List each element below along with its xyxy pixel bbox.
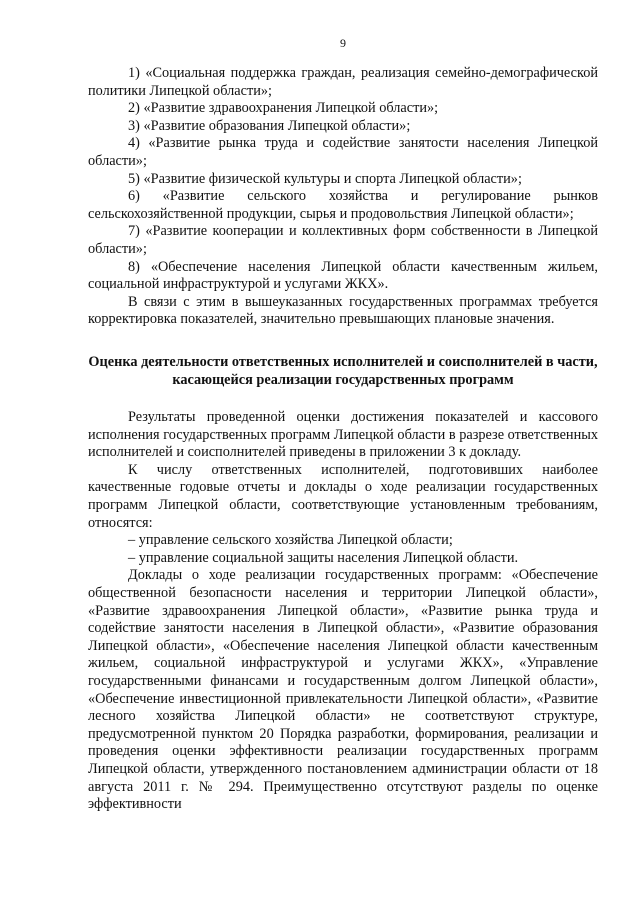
paragraph-best-executors: К числу ответственных исполнителей, подготовивших наиболее качественные годовые отчеты и доклады о ходе реализации государственных программ Липецкой области, соответствующие установленным требованиям, относятся:: [88, 461, 598, 531]
section-title: Оценка деятельности ответственных исполнителей и соисполнителей в части, касающейся реализации государственных программ: [88, 353, 598, 388]
program-list-item-4: 4) «Развитие рынка труда и содействие занятости населения Липецкой области»;: [88, 135, 598, 169]
program-list-item-5: 5) «Развитие физической культуры и спорта Липецкой области»;: [128, 170, 522, 187]
paragraph-results: Результаты проведенной оценки достижения показателей и кассового исполнения государственных программ Липецкой области в разрезе ответственных исполнителей и соисполнителей приведены в приложении 3 к докладу.: [88, 409, 598, 461]
dash-item-agriculture: – управление сельского хозяйства Липецкой области;: [128, 532, 453, 549]
program-list-item-1: 1) «Социальная поддержка граждан, реализация семейно-демографической политики Липецкой области»;: [88, 65, 598, 99]
program-list-item-6: 6) «Развитие сельского хозяйства и регулирование рынков сельскохозяйственной продукции, сырья и продовольствия Липецкой области»;: [88, 188, 598, 222]
dash-item-social-protection: – управление социальной защиты населения Липецкой области.: [128, 549, 519, 566]
program-list-item-8: 8) «Обеспечение населения Липецкой области качественным жильем, социальной инфраструктурой и услугами ЖКХ».: [88, 258, 598, 293]
program-list-item-7: 7) «Развитие кооперации и коллективных форм собственности в Липецкой области»;: [88, 223, 598, 257]
paragraph-correction: В связи с этим в вышеуказанных государственных программах требуется корректировка показателей, значительно превышающих плановые значения.: [88, 293, 598, 328]
program-list-item-3: 3) «Развитие образования Липецкой области»;: [128, 117, 411, 134]
page-number: 9: [340, 36, 346, 50]
program-list-item-2: 2) «Развитие здравоохранения Липецкой области»;: [128, 100, 439, 117]
paragraph-reports: Доклады о ходе реализации государственных программ: «Обеспечение общественной безопасности населения и территории Липецкой области», «Развитие здравоохранения Липецкой области», «Развитие рынка труда и содействие занятости населения в Липецкой области», «Развитие образования Липецкой области», «Обеспечение населения Липецкой области качественным жильем, социальной инфраструктурой и услугами ЖКХ», «Управление государственными финансами и государственным долгом Липецкой области», «Обеспечение инвестиционной привлекательности Липецкой области», «Развитие лесного хозяйства Липецкой области» не соответствуют структуре, предусмотренной пунктом 20 Порядка разработки, формирования, реализации и проведения оценки эффективности реализации государственных программ Липецкой области, утвержденного постановлением администрации области от 18 августа 2011 г. № 294. Преимущественно отсутствуют разделы по оценке эффективности: [88, 567, 598, 813]
